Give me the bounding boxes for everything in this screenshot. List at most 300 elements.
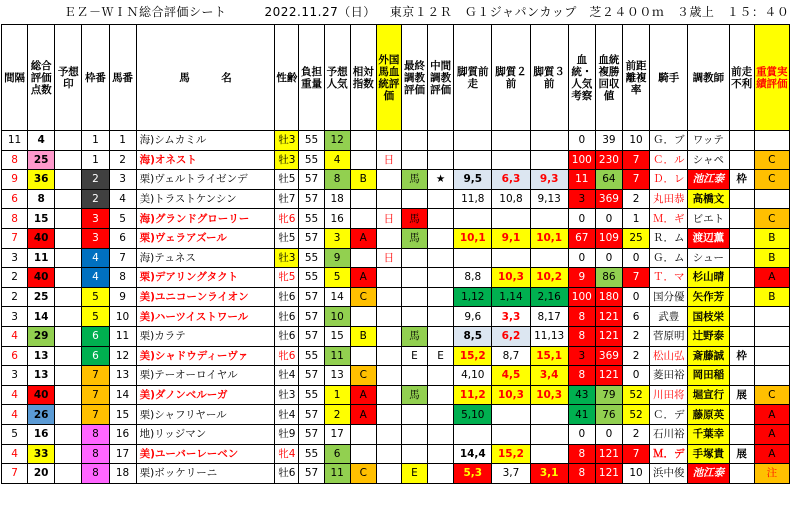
cell-blood-return: 180 — [595, 287, 622, 307]
cell-foreign-blood-eval — [376, 366, 401, 386]
cell-sex-age: 牡7 — [275, 189, 299, 209]
cell-grade-eval: C — [754, 170, 789, 190]
cell-foreign-blood-eval — [376, 424, 401, 444]
cell-final-training-eval — [401, 307, 427, 327]
cell-sex-age: 牡3 — [275, 131, 299, 151]
cell-distance-rate: 7 — [623, 170, 650, 190]
cell-style-last: 14,4 — [454, 444, 492, 464]
cell-jockey: 川田将 — [650, 385, 688, 405]
cell-popularity: 1 — [324, 385, 350, 405]
cell-style-3-ago: 15,1 — [530, 346, 568, 366]
cell-waku-number: 3 — [82, 228, 109, 248]
cell-last-race-trouble: 展 — [729, 385, 754, 405]
cell-popularity: 11 — [324, 464, 350, 484]
header-cell: 脚質前走 — [454, 25, 492, 131]
cell-waku-number: 2 — [82, 189, 109, 209]
cell-interval: 2 — [2, 268, 28, 288]
cell-style-2-ago: 3,3 — [492, 307, 530, 327]
cell-relative-index: A — [350, 385, 376, 405]
cell-jockey: Ｍ．デ — [650, 444, 688, 464]
cell-waku-number: 8 — [82, 444, 109, 464]
cell-prediction-mark — [55, 424, 82, 444]
cell-horse-number: 14 — [109, 385, 136, 405]
cell-foreign-blood-eval — [376, 228, 401, 248]
cell-blood-popularity: 0 — [568, 209, 595, 229]
cell-horse-name: 栗)カラテ — [136, 326, 275, 346]
table-row — [2, 268, 790, 288]
cell-sex-age: 牡3 — [275, 150, 299, 170]
cell-final-training-eval — [401, 444, 427, 464]
cell-interval: 6 — [2, 346, 28, 366]
cell-jockey: Ｇ．ム — [650, 248, 688, 268]
cell-blood-return: 121 — [595, 366, 622, 386]
cell-weight: 55 — [299, 209, 324, 229]
cell-horse-name: 栗)ヴェラアズール — [136, 228, 275, 248]
cell-relative-index — [350, 346, 376, 366]
cell-prediction-mark — [55, 268, 82, 288]
cell-total-score: 13 — [28, 366, 55, 386]
cell-jockey: 浜中俊 — [650, 464, 688, 484]
cell-last-race-trouble — [729, 150, 754, 170]
cell-total-score: 20 — [28, 464, 55, 484]
cell-mid-training-eval — [428, 307, 454, 327]
header-cell: 最終調教評価 — [401, 25, 427, 131]
cell-style-3-ago: 3,1 — [530, 464, 568, 484]
cell-final-training-eval: 馬 — [401, 326, 427, 346]
cell-final-training-eval: E — [401, 346, 427, 366]
cell-final-training-eval — [401, 424, 427, 444]
cell-sex-age: 牡3 — [275, 248, 299, 268]
table-row — [2, 189, 790, 209]
cell-final-training-eval — [401, 287, 427, 307]
cell-jockey: Ｇ．ブ — [650, 131, 688, 151]
cell-horse-number: 11 — [109, 326, 136, 346]
cell-mid-training-eval — [428, 268, 454, 288]
cell-sex-age: 牡6 — [275, 307, 299, 327]
table-row — [2, 366, 790, 386]
cell-popularity: 18 — [324, 189, 350, 209]
header-cell: 前走不利 — [729, 25, 754, 131]
header-cell: 負担重量 — [299, 25, 324, 131]
cell-prediction-mark — [55, 189, 82, 209]
cell-jockey: 国分優 — [650, 287, 688, 307]
cell-horse-name: 栗)シャフリヤール — [136, 405, 275, 425]
cell-total-score: 26 — [28, 405, 55, 425]
cell-interval: 4 — [2, 444, 28, 464]
cell-distance-rate: 0 — [623, 248, 650, 268]
cell-prediction-mark — [55, 326, 82, 346]
cell-foreign-blood-eval: 日 — [376, 209, 401, 229]
cell-blood-popularity: 8 — [568, 444, 595, 464]
cell-foreign-blood-eval — [376, 287, 401, 307]
cell-total-score: 15 — [28, 209, 55, 229]
cell-blood-popularity: 43 — [568, 385, 595, 405]
header-cell: 血統・人気考察 — [568, 25, 595, 131]
cell-jockey: 石川裕 — [650, 424, 688, 444]
cell-style-2-ago: 9,1 — [492, 228, 530, 248]
cell-sex-age: 牝5 — [275, 268, 299, 288]
cell-foreign-blood-eval — [376, 444, 401, 464]
cell-horse-number: 13 — [109, 366, 136, 386]
cell-mid-training-eval — [428, 287, 454, 307]
header-cell: 脚質３前 — [530, 25, 568, 131]
cell-horse-name: 海)オネスト — [136, 150, 275, 170]
cell-horse-name: 海)グランドグローリー — [136, 209, 275, 229]
cell-style-3-ago — [530, 150, 568, 170]
cell-grade-eval — [754, 366, 789, 386]
cell-foreign-blood-eval — [376, 189, 401, 209]
cell-distance-rate: 2 — [623, 424, 650, 444]
cell-final-training-eval: 馬 — [401, 170, 427, 190]
cell-style-2-ago — [492, 150, 530, 170]
cell-grade-eval: 注 — [754, 464, 789, 484]
header-cell: 中間調教評価 — [428, 25, 454, 131]
cell-grade-eval: C — [754, 209, 789, 229]
cell-sex-age: 牝6 — [275, 209, 299, 229]
cell-final-training-eval: 馬 — [401, 385, 427, 405]
cell-style-2-ago — [492, 424, 530, 444]
cell-weight: 55 — [299, 131, 324, 151]
cell-popularity: 14 — [324, 287, 350, 307]
cell-style-3-ago — [530, 131, 568, 151]
cell-style-3-ago — [530, 424, 568, 444]
cell-trainer: 国枝栄 — [688, 307, 729, 327]
cell-last-race-trouble: 枠 — [729, 346, 754, 366]
cell-sex-age: 牡6 — [275, 326, 299, 346]
cell-relative-index: A — [350, 405, 376, 425]
header-cell: 脚質２前 — [492, 25, 530, 131]
cell-last-race-trouble — [729, 228, 754, 248]
cell-horse-name: 栗)ボッケリーニ — [136, 464, 275, 484]
cell-style-last: 1,12 — [454, 287, 492, 307]
cell-total-score: 40 — [28, 385, 55, 405]
cell-trainer: 藤原英 — [688, 405, 729, 425]
cell-weight: 55 — [299, 346, 324, 366]
cell-interval: 2 — [2, 287, 28, 307]
cell-grade-eval: C — [754, 150, 789, 170]
cell-blood-popularity: 11 — [568, 170, 595, 190]
cell-prediction-mark — [55, 150, 82, 170]
cell-style-3-ago: 9,13 — [530, 189, 568, 209]
cell-horse-name: 美)ユーバーレーベン — [136, 444, 275, 464]
cell-sex-age: 牡3 — [275, 385, 299, 405]
cell-weight: 55 — [299, 385, 324, 405]
cell-relative-index: A — [350, 228, 376, 248]
cell-total-score: 25 — [28, 150, 55, 170]
cell-style-last — [454, 209, 492, 229]
cell-total-score: 14 — [28, 307, 55, 327]
cell-sex-age: 牡4 — [275, 366, 299, 386]
cell-prediction-mark — [55, 131, 82, 151]
header-cell: 外国馬血統評価 — [376, 25, 401, 131]
cell-mid-training-eval — [428, 424, 454, 444]
cell-blood-popularity: 41 — [568, 405, 595, 425]
cell-popularity: 12 — [324, 131, 350, 151]
cell-style-last: 5,3 — [454, 464, 492, 484]
header-cell: 前距離複率 — [623, 25, 650, 131]
cell-waku-number: 1 — [82, 150, 109, 170]
cell-total-score: 16 — [28, 424, 55, 444]
cell-popularity: 13 — [324, 366, 350, 386]
cell-total-score: 36 — [28, 170, 55, 190]
cell-final-training-eval: 馬 — [401, 209, 427, 229]
cell-last-race-trouble — [729, 307, 754, 327]
table-row — [2, 228, 790, 248]
cell-blood-return: 121 — [595, 464, 622, 484]
cell-style-3-ago: 8,17 — [530, 307, 568, 327]
cell-blood-return: 121 — [595, 444, 622, 464]
cell-style-2-ago — [492, 131, 530, 151]
cell-grade-eval: B — [754, 287, 789, 307]
cell-total-score: 8 — [28, 189, 55, 209]
table-row — [2, 385, 790, 405]
cell-interval: 4 — [2, 405, 28, 425]
cell-distance-rate: 52 — [623, 385, 650, 405]
header-cell: 予想人気 — [324, 25, 350, 131]
cell-style-3-ago — [530, 209, 568, 229]
cell-style-last: 4,10 — [454, 366, 492, 386]
cell-horse-number: 1 — [109, 131, 136, 151]
cell-blood-return: 121 — [595, 307, 622, 327]
cell-trainer: ビエト — [688, 209, 729, 229]
cell-foreign-blood-eval — [376, 405, 401, 425]
cell-weight: 57 — [299, 170, 324, 190]
cell-blood-popularity: 8 — [568, 464, 595, 484]
cell-waku-number: 8 — [82, 424, 109, 444]
cell-popularity: 16 — [324, 209, 350, 229]
cell-trainer: 渡辺薫 — [688, 228, 729, 248]
cell-style-last — [454, 424, 492, 444]
cell-mid-training-eval — [428, 228, 454, 248]
header-cell: 重賞実績評価 — [754, 25, 789, 131]
table-row — [2, 326, 790, 346]
cell-mid-training-eval — [428, 444, 454, 464]
cell-distance-rate: 2 — [623, 346, 650, 366]
cell-blood-return: 230 — [595, 150, 622, 170]
cell-trainer: 斎藤誠 — [688, 346, 729, 366]
table-row — [2, 444, 790, 464]
cell-last-race-trouble — [729, 424, 754, 444]
cell-relative-index — [350, 248, 376, 268]
race-date: 2022.11.27（日） — [264, 4, 376, 19]
cell-blood-popularity: 3 — [568, 189, 595, 209]
cell-style-3-ago — [530, 405, 568, 425]
cell-grade-eval: B — [754, 248, 789, 268]
cell-sex-age: 牡6 — [275, 464, 299, 484]
cell-style-2-ago: 10,3 — [492, 385, 530, 405]
sheet-title-bar — [0, 0, 792, 22]
cell-blood-return: 64 — [595, 170, 622, 190]
cell-foreign-blood-eval — [376, 464, 401, 484]
cell-total-score: 29 — [28, 326, 55, 346]
cell-horse-number: 10 — [109, 307, 136, 327]
cell-final-training-eval — [401, 131, 427, 151]
cell-relative-index: B — [350, 326, 376, 346]
cell-last-race-trouble — [729, 268, 754, 288]
cell-popularity: 8 — [324, 170, 350, 190]
cell-interval: 4 — [2, 385, 28, 405]
cell-jockey: 菱田裕 — [650, 366, 688, 386]
cell-style-last: 8,8 — [454, 268, 492, 288]
cell-style-2-ago — [492, 405, 530, 425]
cell-jockey: Ｒ．ム — [650, 228, 688, 248]
cell-waku-number: 4 — [82, 268, 109, 288]
cell-blood-popularity: 0 — [568, 424, 595, 444]
cell-style-last: 10,1 — [454, 228, 492, 248]
cell-interval: 3 — [2, 366, 28, 386]
cell-distance-rate: 52 — [623, 405, 650, 425]
sheet-title: ＥＺ－ＷＩＮ総合評価シート — [64, 4, 227, 19]
cell-distance-rate: 0 — [623, 366, 650, 386]
cell-horse-number: 16 — [109, 424, 136, 444]
cell-interval: 7 — [2, 464, 28, 484]
cell-style-3-ago: 10,2 — [530, 268, 568, 288]
cell-blood-popularity: 0 — [568, 131, 595, 151]
cell-blood-return: 86 — [595, 268, 622, 288]
cell-prediction-mark — [55, 287, 82, 307]
cell-mid-training-eval — [428, 248, 454, 268]
cell-foreign-blood-eval — [376, 170, 401, 190]
cell-waku-number: 1 — [82, 131, 109, 151]
cell-waku-number: 4 — [82, 248, 109, 268]
cell-relative-index: B — [350, 170, 376, 190]
cell-distance-rate: 6 — [623, 307, 650, 327]
cell-final-training-eval: 馬 — [401, 228, 427, 248]
cell-weight: 57 — [299, 307, 324, 327]
cell-trainer: 堀宣行 — [688, 385, 729, 405]
cell-last-race-trouble — [729, 131, 754, 151]
cell-distance-rate: 7 — [623, 150, 650, 170]
cell-trainer: 杉山晴 — [688, 268, 729, 288]
table-row — [2, 248, 790, 268]
cell-waku-number: 6 — [82, 346, 109, 366]
cell-horse-number: 2 — [109, 150, 136, 170]
cell-last-race-trouble — [729, 464, 754, 484]
cell-weight: 57 — [299, 464, 324, 484]
cell-blood-return: 369 — [595, 189, 622, 209]
cell-sex-age: 牡6 — [275, 287, 299, 307]
cell-distance-rate: 2 — [623, 326, 650, 346]
cell-mid-training-eval — [428, 385, 454, 405]
cell-horse-number: 17 — [109, 444, 136, 464]
cell-popularity: 3 — [324, 228, 350, 248]
cell-waku-number: 8 — [82, 464, 109, 484]
cell-jockey: 菅原明 — [650, 326, 688, 346]
cell-style-last: 9,6 — [454, 307, 492, 327]
cell-blood-popularity: 100 — [568, 150, 595, 170]
table-row — [2, 209, 790, 229]
cell-foreign-blood-eval — [376, 131, 401, 151]
cell-distance-rate: 10 — [623, 464, 650, 484]
cell-popularity: 2 — [324, 405, 350, 425]
cell-sex-age: 牡5 — [275, 228, 299, 248]
cell-final-training-eval — [401, 248, 427, 268]
cell-relative-index: C — [350, 366, 376, 386]
cell-style-3-ago — [530, 248, 568, 268]
cell-style-last: 15,2 — [454, 346, 492, 366]
cell-mid-training-eval — [428, 209, 454, 229]
header-cell: 馬 名 — [136, 25, 275, 131]
table-row — [2, 131, 790, 151]
cell-grade-eval: A — [754, 444, 789, 464]
cell-interval: 6 — [2, 189, 28, 209]
table-row — [2, 464, 790, 484]
cell-relative-index — [350, 444, 376, 464]
cell-last-race-trouble — [729, 326, 754, 346]
cell-blood-return: 76 — [595, 405, 622, 425]
cell-popularity: 6 — [324, 444, 350, 464]
cell-relative-index — [350, 189, 376, 209]
cell-waku-number: 7 — [82, 366, 109, 386]
header-cell: 性齢 — [275, 25, 299, 131]
cell-prediction-mark — [55, 444, 82, 464]
cell-foreign-blood-eval — [376, 385, 401, 405]
cell-trainer: シュー — [688, 248, 729, 268]
cell-jockey: Ｔ．マ — [650, 268, 688, 288]
cell-jockey: Ｄ．レ — [650, 170, 688, 190]
cell-last-race-trouble — [729, 366, 754, 386]
cell-grade-eval: C — [754, 385, 789, 405]
cell-blood-popularity: 8 — [568, 326, 595, 346]
cell-style-2-ago: 8,7 — [492, 346, 530, 366]
cell-blood-return: 0 — [595, 248, 622, 268]
cell-style-last: 8,5 — [454, 326, 492, 346]
evaluation-table — [1, 24, 790, 484]
cell-jockey: 武豊 — [650, 307, 688, 327]
cell-grade-eval: A — [754, 405, 789, 425]
cell-blood-return: 0 — [595, 209, 622, 229]
table-row — [2, 170, 790, 190]
cell-style-last: 11,8 — [454, 189, 492, 209]
cell-trainer: ワッテ — [688, 131, 729, 151]
header-cell: 間隔 — [2, 25, 28, 131]
cell-relative-index: C — [350, 287, 376, 307]
cell-total-score: 13 — [28, 346, 55, 366]
header-cell: 枠番 — [82, 25, 109, 131]
cell-horse-name: 美)ハーツイストワール — [136, 307, 275, 327]
cell-grade-eval — [754, 307, 789, 327]
cell-relative-index: C — [350, 464, 376, 484]
cell-prediction-mark — [55, 464, 82, 484]
cell-weight: 57 — [299, 424, 324, 444]
cell-popularity: 9 — [324, 248, 350, 268]
cell-mid-training-eval — [428, 464, 454, 484]
cell-total-score: 40 — [28, 268, 55, 288]
cell-horse-name: 栗)テーオーロイヤル — [136, 366, 275, 386]
cell-jockey: Ｍ．ギ — [650, 209, 688, 229]
cell-last-race-trouble — [729, 405, 754, 425]
cell-grade-eval — [754, 131, 789, 151]
cell-style-last: 9,5 — [454, 170, 492, 190]
cell-foreign-blood-eval — [376, 346, 401, 366]
cell-foreign-blood-eval — [376, 326, 401, 346]
table-row — [2, 405, 790, 425]
cell-style-2-ago: 3,7 — [492, 464, 530, 484]
cell-style-2-ago: 10,3 — [492, 268, 530, 288]
cell-interval: 9 — [2, 170, 28, 190]
cell-blood-popularity: 3 — [568, 346, 595, 366]
cell-horse-name: 美)トラストケンシン — [136, 189, 275, 209]
cell-style-3-ago: 3,4 — [530, 366, 568, 386]
cell-prediction-mark — [55, 209, 82, 229]
cell-mid-training-eval — [428, 326, 454, 346]
cell-popularity: 11 — [324, 346, 350, 366]
cell-trainer: 千葉幸 — [688, 424, 729, 444]
cell-weight: 57 — [299, 405, 324, 425]
table-row — [2, 346, 790, 366]
cell-distance-rate: 25 — [623, 228, 650, 248]
cell-sex-age: 牡9 — [275, 424, 299, 444]
